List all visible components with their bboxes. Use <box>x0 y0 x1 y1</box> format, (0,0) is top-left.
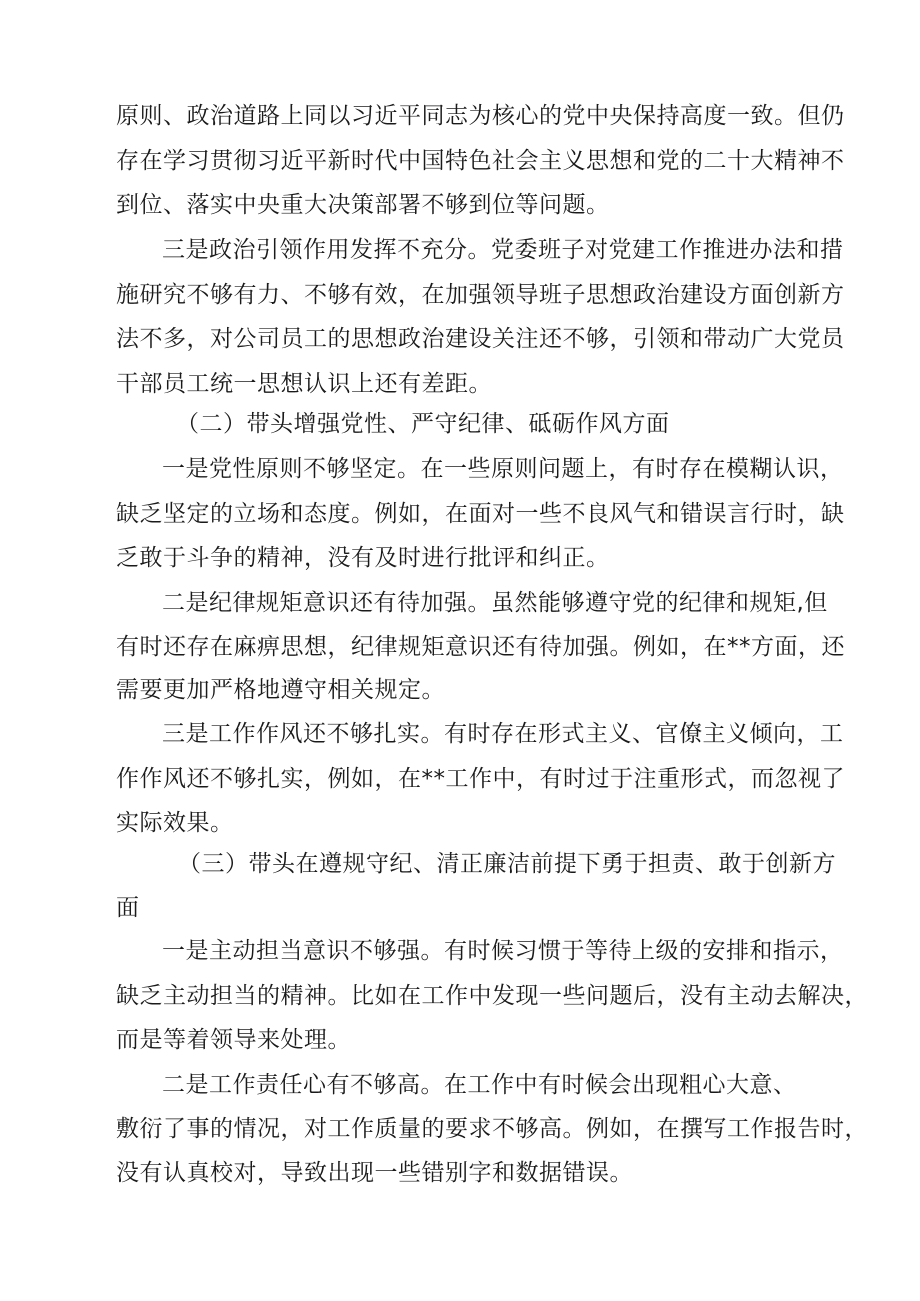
section-heading: （三）带头在遵规守纪、清正廉洁前提下勇于担责、敢于创新方 <box>178 851 836 877</box>
text-line: 原则、政治道路上同以习近平同志为核心的党中央保持高度一致。但仍 <box>116 103 845 129</box>
text-line: 而是等着领导来处理。 <box>116 1027 351 1053</box>
paragraph-first-line: 一是主动担当意识不够强。有时候习惯于等待上级的安排和指示， <box>162 938 844 964</box>
text-line: 缺乏坚定的立场和态度。例如，在面对一些不良风气和错误言行时，缺 <box>116 501 845 527</box>
text-line: 存在学习贯彻习近平新时代中国特色社会主义思想和党的二十大精神不 <box>116 148 845 174</box>
paragraph-first-line: 二是工作责任心有不够高。在工作中有时候会出现粗心大意、 <box>162 1072 797 1098</box>
paragraph-first-line: 二是纪律规矩意识还有待加强。虽然能够遵守党的纪律和规矩,但 <box>162 590 828 616</box>
paragraph-first-line: 三是工作作风还不够扎实。有时存在形式主义、官僚主义倾向，工 <box>162 721 844 747</box>
text-line: 缺乏主动担当的精神。比如在工作中发现一些问题后，没有主动去解决， <box>116 983 868 1009</box>
section-heading-continuation: 面 <box>116 895 140 921</box>
text-line: 作作风还不够扎实，例如，在**工作中，有时过于注重形式，而忽视了 <box>116 766 845 792</box>
text-line: 法不多，对公司员工的思想政治建设关注还不够，引领和带动广大党员 <box>116 326 845 352</box>
paragraph-first-line: 一是党性原则不够坚定。在一些原则问题上，有时存在模糊认识， <box>162 456 844 482</box>
text-line: 敷衍了事的情况，对工作质量的要求不够高。例如，在撰写工作报告时， <box>116 1116 868 1142</box>
text-line: 施研究不够有力、不够有效，在加强领导班子思想政治建设方面创新方 <box>116 282 845 308</box>
text-line: 需要更加严格地遵守相关规定。 <box>116 677 445 703</box>
paragraph-first-line: 三是政治引领作用发挥不充分。党委班子对党建工作推进办法和措 <box>162 237 844 263</box>
section-heading: （二）带头增强党性、严守纪律、砥砺作风方面 <box>176 411 670 437</box>
text-line: 干部员工统一思想认识上还有差距。 <box>116 371 492 397</box>
text-line: 没有认真校对，导致出现一些错别字和数据错误。 <box>116 1160 633 1186</box>
text-line: 到位、落实中央重大决策部署不够到位等问题。 <box>116 192 610 218</box>
text-line: 有时还存在麻痹思想，纪律规矩意识还有待加强。例如，在**方面，还 <box>116 634 845 660</box>
text-line: 实际效果。 <box>116 810 234 836</box>
text-line: 乏敢于斗争的精神，没有及时进行批评和纠正。 <box>116 545 610 571</box>
